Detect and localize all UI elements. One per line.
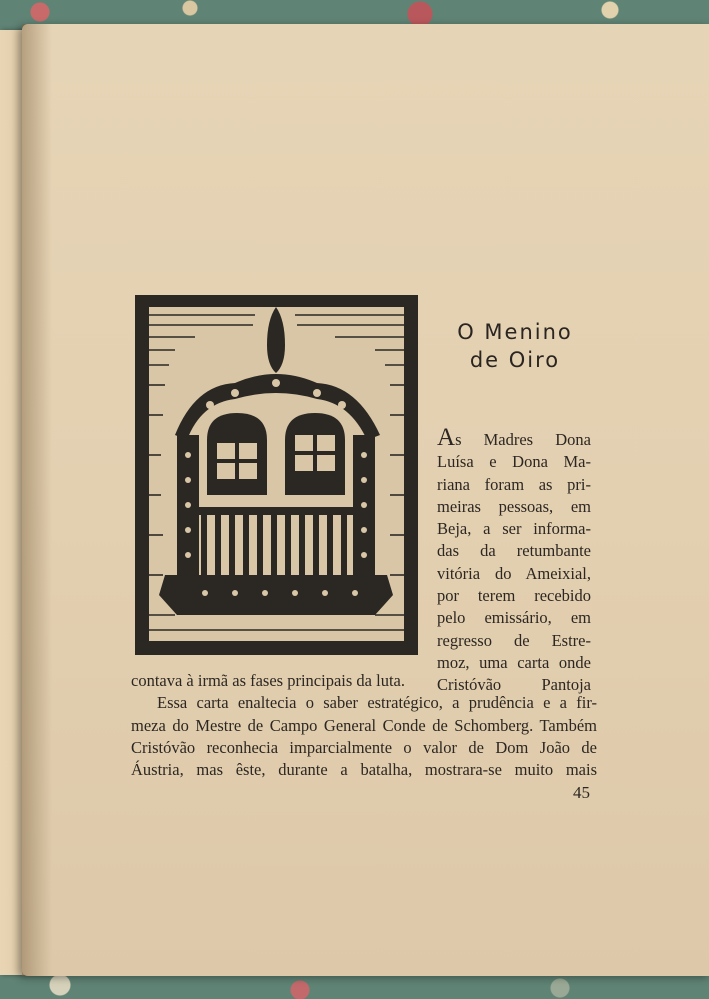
text-line: moz, uma carta onde [437, 652, 591, 672]
window-woodcut-illustration [135, 295, 418, 655]
text-line: meiras pessoas, em [437, 496, 591, 516]
text-line: meza do Mestre de Campo General Conde de Schomberg. Também [131, 715, 597, 735]
text-line: Essa carta enaltecia o saber estratégico, a prudência e a fir- [157, 693, 597, 713]
text-line: Cristóvão Pantoja [437, 675, 591, 695]
page-gutter-shadow [22, 24, 52, 976]
text-line: pelo emissário, em [437, 608, 591, 628]
chapter-title-line-2: de Oiro [469, 348, 561, 372]
column-paragraph [437, 424, 591, 697]
chapter-title [440, 318, 590, 374]
page-number: 45 [573, 783, 590, 802]
text-line: As Madres Dona [437, 424, 591, 451]
text-line: Cristóvão reconhecia imparcialmente o valor de Dom João de [131, 737, 597, 757]
text-line: vitória do Ameixial, [437, 563, 591, 583]
full-width-text [131, 670, 597, 781]
text-line: por terem recebido [437, 586, 591, 606]
text-line: riana foram as pri- [437, 474, 591, 494]
text-line: das da retumbante [437, 541, 591, 561]
text-line: contava à irmã as fases principais da luta. [131, 671, 405, 690]
drop-cap: A [437, 424, 456, 451]
chapter-title-line-1: O Menino [457, 320, 573, 344]
text-line: regresso de Estre- [437, 630, 591, 650]
text-line: Áustria, mas êste, durante a batalha, mostrara-se muito mais [131, 760, 597, 780]
text-line: Luísa e Dona Ma- [437, 452, 591, 472]
text-line: Beja, a ser informa- [437, 519, 591, 539]
